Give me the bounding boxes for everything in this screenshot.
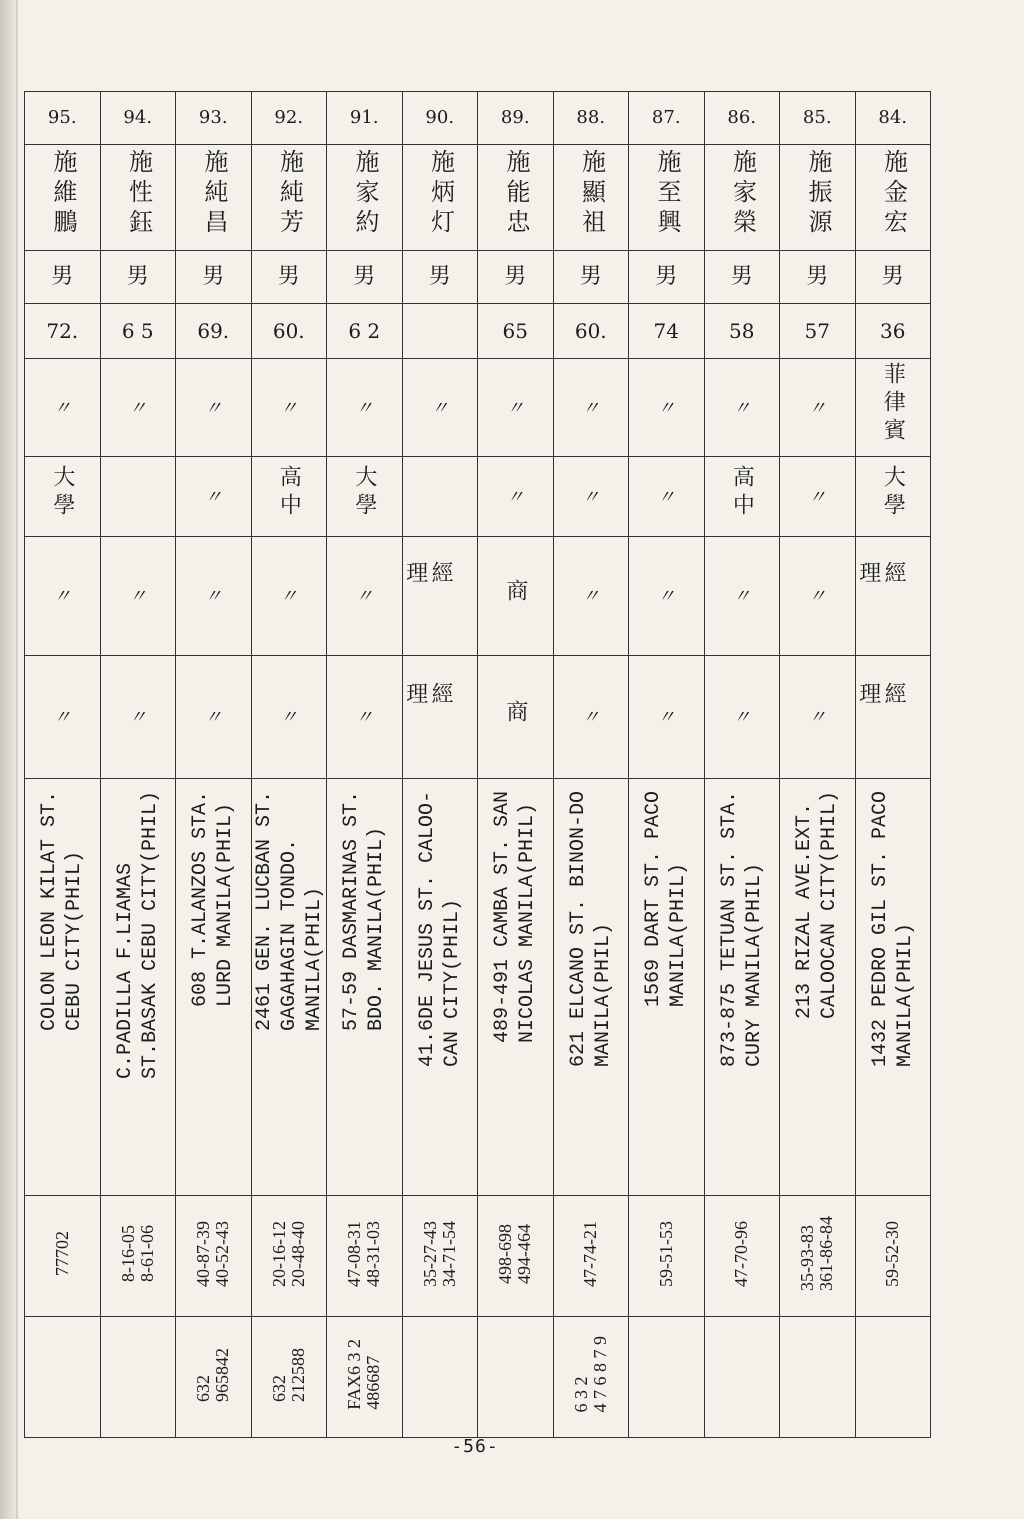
cell-nationality: [478, 359, 554, 457]
sex-text: 男: [881, 264, 904, 290]
occupation-text: 商: [502, 578, 528, 607]
cell-education: [629, 457, 705, 537]
sex-text: 男: [579, 264, 602, 290]
cell-address: [629, 779, 705, 1196]
address-text: COLON LEON KILAT ST. CEBU CITY(PHIL): [38, 791, 87, 1032]
tel-text: 40-87-39 40-52-43: [193, 1220, 233, 1287]
name-text: 施能忠: [502, 149, 531, 240]
cell-tel: [402, 1196, 478, 1317]
cell-sex: [251, 251, 327, 304]
cell-nationality: [855, 359, 931, 457]
tel-text: 498-698 494-464: [495, 1223, 535, 1284]
cell-age: [478, 304, 554, 359]
cell-nationality: [704, 359, 780, 457]
no-text: 88.: [576, 106, 606, 128]
education-text: 〃: [506, 486, 525, 508]
tel-text: 59-52-30: [882, 1220, 903, 1287]
tel-text: 35-93-83 361-86-84: [797, 1216, 837, 1291]
position-text: 〃: [279, 707, 298, 729]
cell-nationality: [251, 359, 327, 457]
cell-fax: [100, 1317, 176, 1438]
cell-position: [327, 656, 403, 779]
cell-sex: [25, 251, 101, 304]
cell-education: [251, 457, 327, 537]
row-age: [25, 304, 931, 359]
cell-no: [402, 92, 478, 145]
cell-age: [402, 304, 478, 359]
cell-tel: [855, 1196, 931, 1317]
cell-nationality: [780, 359, 856, 457]
cell-position: [251, 656, 327, 779]
cell-age: [553, 304, 629, 359]
occupation-text: 〃: [128, 586, 147, 608]
name-text: 施家約: [351, 149, 380, 240]
cell-name: [478, 145, 554, 251]
cell-position: [553, 656, 629, 779]
cell-fax: [780, 1317, 856, 1438]
fax-text: 6 3 2 4 7 6 8 7 9: [570, 1336, 610, 1413]
position-text: 〃: [732, 707, 751, 729]
cell-address: [553, 779, 629, 1196]
occupation-text: 經理: [402, 561, 454, 631]
age-text: 60.: [574, 318, 607, 343]
cell-fax: [553, 1317, 629, 1438]
cell-tel: [25, 1196, 101, 1317]
cell-address: [780, 779, 856, 1196]
education-text: 〃: [808, 486, 827, 508]
sex-text: 男: [655, 264, 678, 290]
name-text: 施純芳: [275, 149, 304, 240]
cell-fax: [176, 1317, 252, 1438]
cell-fax: [251, 1317, 327, 1438]
cell-education: [25, 457, 101, 537]
sex-text: 男: [126, 264, 149, 290]
no-text: 85.: [802, 106, 832, 128]
sex-text: 男: [428, 264, 451, 290]
cell-no: [629, 92, 705, 145]
education-text: 〃: [657, 486, 676, 508]
cell-address: [25, 779, 101, 1196]
row-education: [25, 457, 931, 537]
cell-education: [855, 457, 931, 537]
cell-tel: [478, 1196, 554, 1317]
position-text: 〃: [657, 707, 676, 729]
cell-fax: [25, 1317, 101, 1438]
position-text: 〃: [808, 707, 827, 729]
cell-education: [327, 457, 403, 537]
cell-fax: [629, 1317, 705, 1438]
tel-text: 47-74-21: [580, 1220, 601, 1287]
cell-name: [327, 145, 403, 251]
position-text: 經理: [855, 682, 907, 752]
cell-occupation: [100, 537, 176, 656]
age-text: 65: [502, 318, 528, 343]
cell-name: [855, 145, 931, 251]
nationality-text: 〃: [204, 397, 223, 419]
name-text: 施純昌: [200, 149, 229, 240]
cell-name: [176, 145, 252, 251]
cell-fax: [704, 1317, 780, 1438]
cell-no: [855, 92, 931, 145]
row-nationality: [25, 359, 931, 457]
sex-text: 男: [202, 264, 225, 290]
cell-sex: [176, 251, 252, 304]
occupation-text: 〃: [657, 586, 676, 608]
address-text: 489-491 CAMBA ST. SAN NICOLAS MANILA(PHIL): [491, 791, 540, 1044]
no-text: 89.: [500, 106, 530, 128]
cell-address: [478, 779, 554, 1196]
cell-tel: [251, 1196, 327, 1317]
cell-nationality: [327, 359, 403, 457]
education-text: 大學: [351, 465, 377, 522]
name-text: 施金宏: [879, 149, 908, 240]
age-text: 6 2: [348, 318, 381, 343]
cell-age: [251, 304, 327, 359]
education-text: 〃: [581, 486, 600, 508]
cell-fax: [855, 1317, 931, 1438]
cell-sex: [704, 251, 780, 304]
age-text: 36: [880, 318, 906, 343]
occupation-text: 〃: [581, 586, 600, 608]
cell-no: [251, 92, 327, 145]
nationality-text: 〃: [279, 397, 298, 419]
occupation-text: 〃: [53, 586, 72, 608]
row-no: [25, 92, 931, 145]
no-text: 91.: [349, 106, 379, 128]
nationality-text: 〃: [732, 397, 751, 419]
book-binding: [0, 0, 16, 1519]
cell-age: [704, 304, 780, 359]
name-text: 施振源: [804, 149, 833, 240]
tel-text: 47-08-31 48-31-03: [344, 1220, 384, 1287]
cell-tel: [780, 1196, 856, 1317]
cell-occupation: [478, 537, 554, 656]
cell-nationality: [402, 359, 478, 457]
position-text: 〃: [581, 707, 600, 729]
education-text: 高中: [729, 465, 755, 522]
name-text: 施至興: [653, 149, 682, 240]
position-text: 商: [502, 699, 528, 728]
address-text: 57-59 DASMARINAS ST. BDO. MANILA(PHIL): [340, 791, 389, 1032]
education-text: 〃: [204, 486, 223, 508]
cell-address: [251, 779, 327, 1196]
position-text: 〃: [355, 707, 374, 729]
page-number: -56-: [451, 1436, 499, 1457]
cell-no: [478, 92, 554, 145]
cell-fax: [402, 1317, 478, 1438]
address-text: 621 ELCANO ST. BINON-DO MANILA(PHIL): [566, 791, 615, 1068]
address-text: 41.6DE JESUS ST. CALOO- CAN CITY(PHIL): [415, 791, 464, 1068]
cell-fax: [327, 1317, 403, 1438]
sex-text: 男: [806, 264, 829, 290]
nationality-text: 〃: [657, 397, 676, 419]
row-address: [25, 779, 931, 1196]
name-text: 施維鵬: [49, 149, 78, 240]
nationality-text: 〃: [430, 397, 449, 419]
cell-sex: [855, 251, 931, 304]
age-text: 58: [729, 318, 755, 343]
age-text: 57: [804, 318, 830, 343]
cell-age: [780, 304, 856, 359]
fax-text: 632 965842: [193, 1347, 233, 1402]
education-text: 高中: [276, 465, 302, 522]
cell-no: [100, 92, 176, 145]
cell-occupation: [704, 537, 780, 656]
cell-age: [100, 304, 176, 359]
cell-occupation: [402, 537, 478, 656]
cell-occupation: [327, 537, 403, 656]
row-position: [25, 656, 931, 779]
cell-name: [100, 145, 176, 251]
cell-position: [629, 656, 705, 779]
position-text: 〃: [53, 707, 72, 729]
tel-text: 8-16-05 8-61-06: [117, 1225, 157, 1282]
nationality-text: 〃: [506, 397, 525, 419]
cell-position: [100, 656, 176, 779]
cell-occupation: [629, 537, 705, 656]
cell-tel: [176, 1196, 252, 1317]
cell-age: [855, 304, 931, 359]
name-text: 施家榮: [728, 149, 757, 240]
cell-name: [629, 145, 705, 251]
cell-address: [855, 779, 931, 1196]
cell-position: [704, 656, 780, 779]
row-fax: [25, 1317, 931, 1438]
cell-no: [327, 92, 403, 145]
cell-tel: [100, 1196, 176, 1317]
sex-text: 男: [353, 264, 376, 290]
position-text: 〃: [204, 707, 223, 729]
cell-sex: [327, 251, 403, 304]
tel-text: 59-51-53: [655, 1220, 676, 1287]
cell-sex: [629, 251, 705, 304]
cell-address: [176, 779, 252, 1196]
cell-sex: [100, 251, 176, 304]
cell-education: [176, 457, 252, 537]
cell-nationality: [176, 359, 252, 457]
cell-occupation: [251, 537, 327, 656]
cell-occupation: [553, 537, 629, 656]
sex-text: 男: [277, 264, 300, 290]
cell-age: [327, 304, 403, 359]
cell-sex: [780, 251, 856, 304]
cell-address: [704, 779, 780, 1196]
row-tel: [25, 1196, 931, 1317]
occupation-text: 〃: [204, 586, 223, 608]
cell-tel: [704, 1196, 780, 1317]
nationality-text: 〃: [128, 397, 147, 419]
cell-age: [176, 304, 252, 359]
cell-name: [553, 145, 629, 251]
cell-occupation: [25, 537, 101, 656]
cell-sex: [402, 251, 478, 304]
cell-tel: [327, 1196, 403, 1317]
cell-education: [780, 457, 856, 537]
cell-name: [780, 145, 856, 251]
education-text: 大學: [49, 465, 75, 522]
fax-text: 632 212588: [268, 1347, 308, 1402]
cell-education: [100, 457, 176, 537]
no-text: 95.: [47, 106, 77, 128]
nationality-text: 菲律賓: [880, 362, 906, 447]
occupation-text: 〃: [808, 586, 827, 608]
cell-name: [251, 145, 327, 251]
cell-address: [327, 779, 403, 1196]
address-text: 213 RIZAL AVE.EXT. CALOOCAN CITY(PHIL): [793, 791, 842, 1020]
sex-text: 男: [51, 264, 74, 290]
age-text: 72.: [46, 318, 79, 343]
cell-occupation: [176, 537, 252, 656]
cell-nationality: [629, 359, 705, 457]
cell-occupation: [780, 537, 856, 656]
cell-name: [25, 145, 101, 251]
address-text: 608 T.ALANZOS STA. LURD MANILA(PHIL): [189, 791, 238, 1008]
address-text: 1569 DART ST. PACO MANILA(PHIL): [642, 791, 691, 1008]
occupation-text: 經理: [855, 561, 907, 631]
cell-occupation: [855, 537, 931, 656]
nationality-text: 〃: [581, 397, 600, 419]
cell-education: [478, 457, 554, 537]
nationality-text: 〃: [808, 397, 827, 419]
age-text: 60.: [272, 318, 305, 343]
cell-name: [402, 145, 478, 251]
cell-education: [553, 457, 629, 537]
fax-text: FAX6 3 2 486687: [344, 1339, 384, 1410]
no-text: 87.: [651, 106, 681, 128]
cell-no: [780, 92, 856, 145]
nationality-text: 〃: [355, 397, 374, 419]
cell-tel: [629, 1196, 705, 1317]
position-text: 經理: [402, 682, 454, 752]
tel-text: 47-70-96: [731, 1220, 752, 1287]
name-text: 施炳灯: [426, 149, 455, 240]
no-text: 94.: [123, 106, 153, 128]
age-text: 74: [653, 318, 679, 343]
tel-text: 77702: [51, 1231, 72, 1276]
cell-position: [855, 656, 931, 779]
occupation-text: 〃: [732, 586, 751, 608]
row-occupation: [25, 537, 931, 656]
education-text: 大學: [880, 465, 906, 522]
cell-position: [780, 656, 856, 779]
tel-text: 35-27-43 34-71-54: [419, 1220, 459, 1287]
cell-nationality: [25, 359, 101, 457]
cell-address: [402, 779, 478, 1196]
no-text: 93.: [198, 106, 228, 128]
cell-position: [478, 656, 554, 779]
cell-no: [176, 92, 252, 145]
address-text: C.PADILLA F.LIAMAS ST.BASAK CEBU CITY(PHIL): [113, 791, 162, 1080]
cell-no: [704, 92, 780, 145]
occupation-text: 〃: [279, 586, 298, 608]
cell-nationality: [100, 359, 176, 457]
no-text: 86.: [727, 106, 757, 128]
row-name: [25, 145, 931, 251]
cell-address: [100, 779, 176, 1196]
cell-tel: [553, 1196, 629, 1317]
cell-no: [25, 92, 101, 145]
age-text: 69.: [197, 318, 230, 343]
cell-name: [704, 145, 780, 251]
row-sex: [25, 251, 931, 304]
tel-text: 20-16-12 20-48-40: [268, 1220, 308, 1287]
cell-no: [553, 92, 629, 145]
position-text: 〃: [128, 707, 147, 729]
cell-position: [25, 656, 101, 779]
member-register-table: [24, 91, 931, 1438]
cell-position: [402, 656, 478, 779]
paper-edge: [16, 0, 18, 1519]
address-text: 2461 GEN. LUCBAN ST. GAGAHAGIN TONDO. MANILA(PHIL): [252, 791, 326, 1032]
nationality-text: 〃: [53, 397, 72, 419]
cell-age: [629, 304, 705, 359]
cell-nationality: [553, 359, 629, 457]
cell-sex: [553, 251, 629, 304]
age-text: 6 5: [121, 318, 154, 343]
cell-age: [25, 304, 101, 359]
address-text: 873-875 TETUAN ST. STA. CURY MANILA(PHIL): [717, 791, 766, 1068]
sex-text: 男: [504, 264, 527, 290]
cell-position: [176, 656, 252, 779]
name-text: 施顯祖: [577, 149, 606, 240]
name-text: 施性鈺: [124, 149, 153, 240]
sex-text: 男: [730, 264, 753, 290]
no-text: 92.: [274, 106, 304, 128]
cell-education: [402, 457, 478, 537]
address-text: 1432 PEDRO GIL ST. PACO MANILA(PHIL): [868, 791, 917, 1068]
cell-fax: [478, 1317, 554, 1438]
no-text: 84.: [878, 106, 908, 128]
cell-sex: [478, 251, 554, 304]
occupation-text: 〃: [355, 586, 374, 608]
no-text: 90.: [425, 106, 455, 128]
cell-education: [704, 457, 780, 537]
